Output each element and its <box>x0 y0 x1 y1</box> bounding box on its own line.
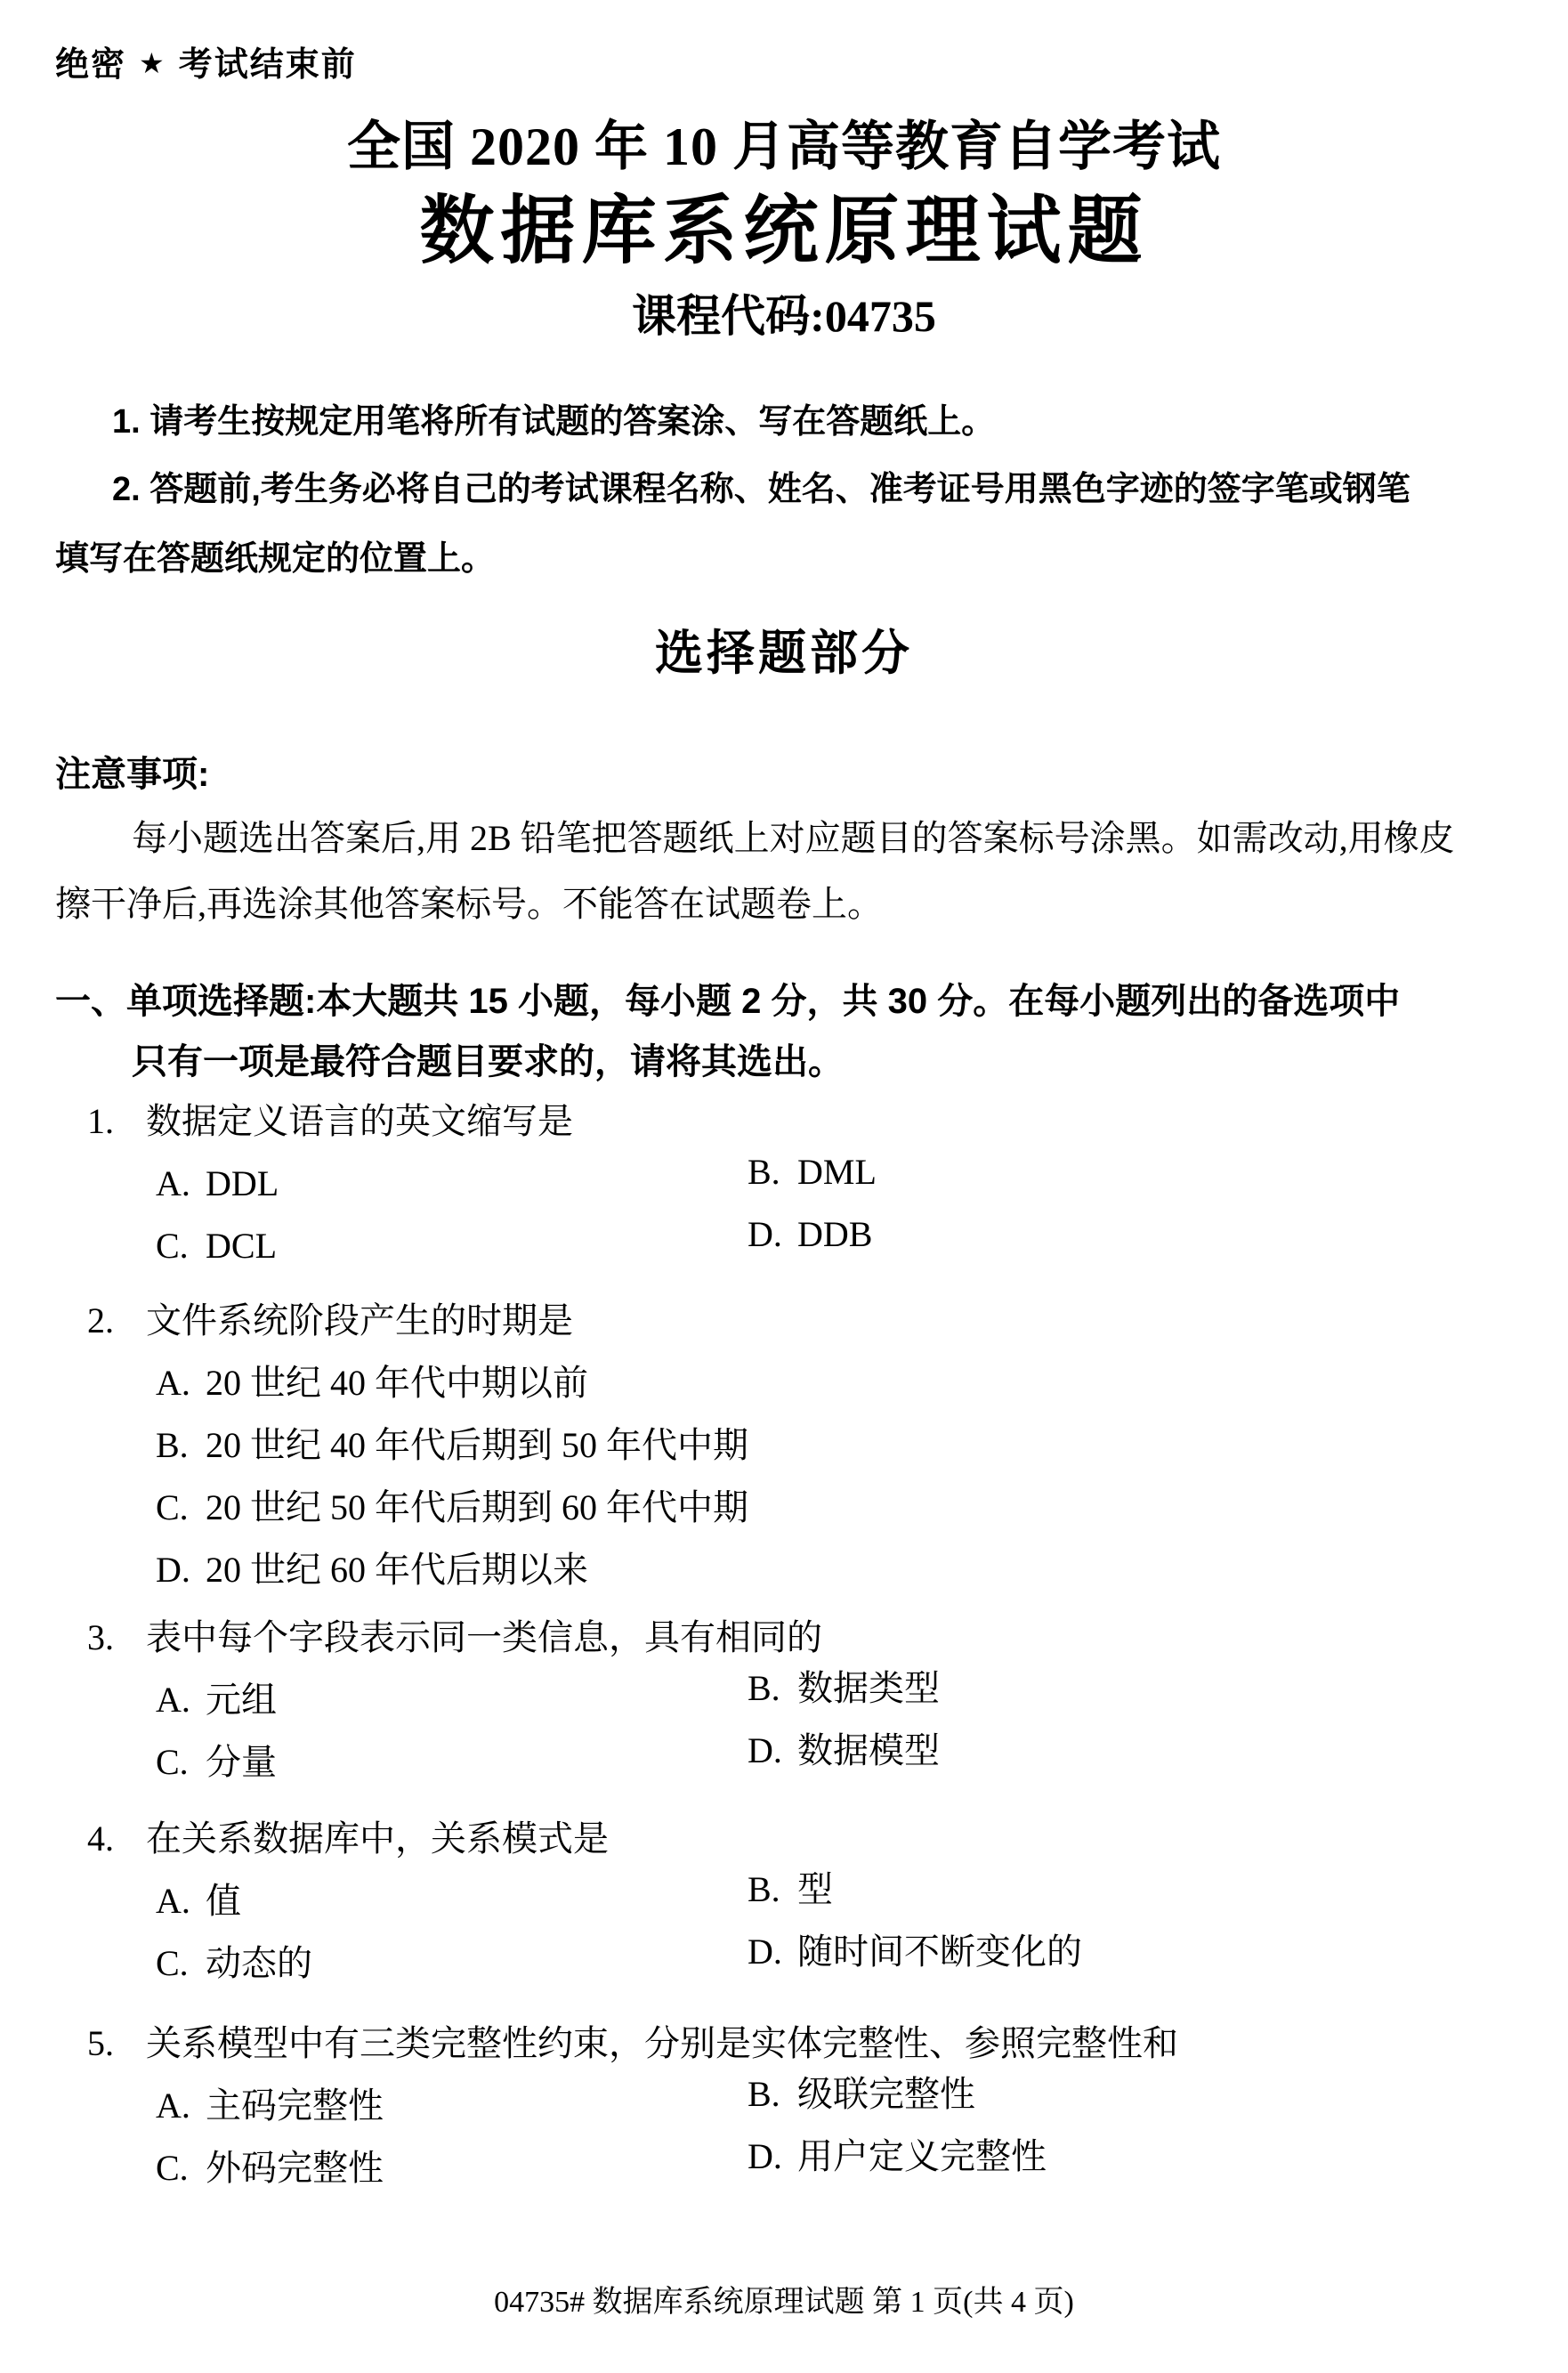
option-label: B. <box>748 2074 780 2114</box>
option-text: 20 世纪 40 年代后期到 50 年代中期 <box>206 1425 748 1465</box>
page-footer: 04735# 数据库系统原理试题 第 1 页(共 4 页) <box>494 2286 1074 2319</box>
question-3 <box>55 1616 1513 1785</box>
option-text: 20 世纪 40 年代中期以前 <box>206 1363 588 1403</box>
question-4-option-b <box>748 1867 833 1912</box>
question-1 <box>55 1099 1513 1268</box>
instruction-2-line2: 填写在答题纸规定的位置上。 <box>55 540 496 578</box>
option-label: C. <box>156 1226 189 1266</box>
option-label: C. <box>156 1487 189 1527</box>
question-1-stem <box>55 1099 1513 1144</box>
star-icon: ★ <box>139 47 166 79</box>
option-text: 主码完整性 <box>206 2085 384 2126</box>
option-text: 动态的 <box>206 1943 312 1983</box>
part1-heading <box>55 978 1513 1085</box>
option-text: 值 <box>206 1881 241 1921</box>
question-3-option-d <box>748 1729 940 1773</box>
question-number: 3. <box>87 1617 114 1657</box>
notice-label: 注意事项: <box>55 755 210 794</box>
question-3-option-b <box>748 1666 940 1711</box>
choice-section-title: 选择题部分 <box>655 627 913 680</box>
question-number: 2. <box>87 1300 114 1340</box>
option-label: B. <box>156 1425 189 1465</box>
instruction-2-line1: 2. 答题前,考生务必将自己的考试课程名称、姓名、准考证号用黑色字迹的签字笔或钢笔 <box>112 471 1410 508</box>
security-classification <box>55 45 1513 86</box>
question-3-option-a <box>156 1678 748 1722</box>
option-label: C. <box>156 1943 189 1983</box>
notice-line-2: 擦干净后,再选涂其他答案标号。不能答在试题卷上。 <box>55 884 883 924</box>
option-label: D. <box>748 1730 782 1770</box>
exam-subject-title: 数据库系统原理试题 <box>419 189 1149 272</box>
question-4-option-c <box>156 1941 748 1986</box>
option-label: D. <box>748 1932 782 1972</box>
option-text: 外码完整性 <box>206 2148 384 2188</box>
question-5 <box>55 2021 1513 2191</box>
option-text: 数据类型 <box>797 1668 940 1708</box>
option-label: D. <box>748 1214 782 1254</box>
option-text: DML <box>797 1152 877 1192</box>
course-code: 课程代码:04735 <box>632 291 936 341</box>
notice-line-1: 每小题选出答案后,用 2B 铅笔把答题纸上对应题目的答案标号涂黑。如需改动,用橡皮 <box>132 818 1455 858</box>
question-3-option-c <box>156 1740 748 1785</box>
question-1-option-d <box>748 1212 872 1257</box>
option-label: B. <box>748 1152 780 1192</box>
option-text: 随时间不断变化的 <box>797 1932 1082 1972</box>
option-label: A. <box>156 1881 190 1921</box>
option-text: 数据模型 <box>797 1730 940 1770</box>
question-2-option-a <box>156 1361 588 1405</box>
question-text: 数据定义语言的英文缩写是 <box>146 1101 573 1141</box>
question-1-option-b <box>748 1150 877 1195</box>
instruction-1: 1. 请考生按规定用笔将所有试题的答案涂、写在答题纸上。 <box>112 403 996 441</box>
question-text: 文件系统阶段产生的时期是 <box>146 1300 573 1340</box>
question-text: 表中每个字段表示同一类信息，具有相同的 <box>146 1617 822 1657</box>
option-text: DCL <box>206 1226 277 1266</box>
question-2-option-c <box>156 1486 748 1530</box>
option-text: DDL <box>206 1163 279 1203</box>
part1-heading-line2: 只有一项是最符合题目要求的，请将其选出。 <box>132 1042 844 1081</box>
question-1-option-a <box>156 1162 748 1206</box>
option-label: A. <box>156 2085 190 2126</box>
option-text: 分量 <box>206 1742 277 1782</box>
question-3-stem <box>55 1616 1513 1660</box>
question-4 <box>55 1817 1513 1986</box>
question-1-option-c <box>156 1224 748 1268</box>
question-5-option-b <box>748 2072 975 2117</box>
part1-heading-line1: 一、单项选择题:本大题共 15 小题，每小题 2 分，共 30 分。在每小题列出的备选项中 <box>55 982 1401 1021</box>
option-text: DDB <box>797 1214 873 1254</box>
question-4-option-a <box>156 1879 748 1924</box>
option-label: B. <box>748 1869 780 1909</box>
option-label: C. <box>156 1742 189 1782</box>
question-5-option-c <box>156 2146 748 2191</box>
option-text: 20 世纪 50 年代后期到 60 年代中期 <box>206 1487 748 1527</box>
option-label: A. <box>156 1363 190 1403</box>
question-2-stem <box>55 1299 1513 1343</box>
exam-end-label: 考试结束前 <box>178 46 357 84</box>
question-text: 关系模型中有三类完整性约束，分别是实体完整性、参照完整性和 <box>146 2023 1178 2063</box>
option-label: A. <box>156 1163 190 1203</box>
question-number: 1. <box>87 1101 114 1141</box>
question-4-stem <box>55 1817 1513 1861</box>
exam-session-title: 全国 2020 年 10 月高等教育自学考试 <box>347 117 1221 176</box>
option-label: D. <box>156 1550 190 1590</box>
option-text: 级联完整性 <box>797 2074 975 2114</box>
secret-label: 绝密 <box>55 46 127 84</box>
question-number: 4. <box>87 1818 114 1859</box>
option-label: C. <box>156 2148 189 2188</box>
option-label: D. <box>748 2136 782 2176</box>
question-5-option-a <box>156 2084 748 2128</box>
option-text: 型 <box>797 1869 833 1909</box>
question-2-option-d <box>156 1548 588 1592</box>
question-5-stem <box>55 2021 1513 2066</box>
option-text: 20 世纪 60 年代后期以来 <box>206 1550 588 1590</box>
option-text: 元组 <box>206 1680 277 1720</box>
question-number: 5. <box>87 2023 114 2063</box>
option-label: B. <box>748 1668 780 1708</box>
question-2-option-b <box>156 1423 748 1468</box>
question-text: 在关系数据库中，关系模式是 <box>146 1818 609 1859</box>
option-text: 用户定义完整性 <box>797 2136 1047 2176</box>
question-4-option-d <box>748 1930 1082 1974</box>
question-5-option-d <box>748 2134 1047 2179</box>
question-2 <box>55 1299 1513 1592</box>
option-label: A. <box>156 1680 190 1720</box>
